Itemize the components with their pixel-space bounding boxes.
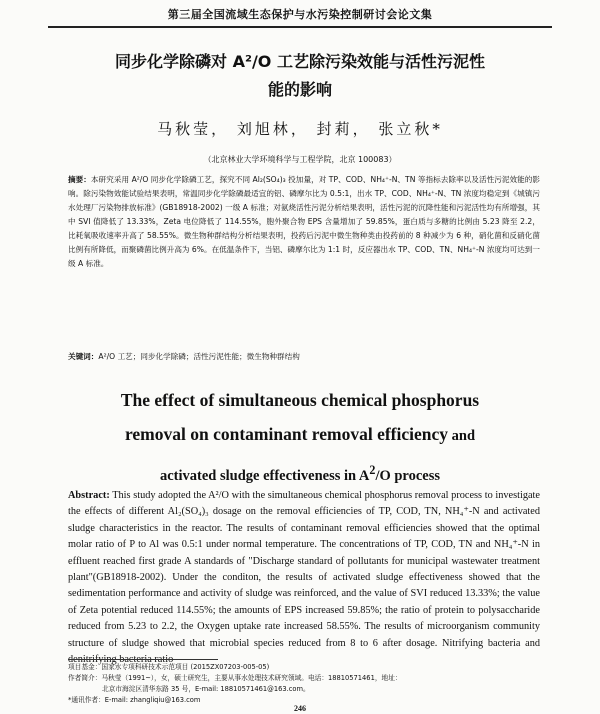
english-title-line2 <box>50 417 550 453</box>
chinese-abstract-text: 本研究采用 A²/O 同步化学除磷工艺，探究不同 Al₂(SO₄)₃ 投加量，对 TP、COD、NH₄⁺-N、TN 等指标去除率以及活性污泥效能的影响。除污染物效能试验结果表明，常温同步化学除磷最适宜的铝、磷摩尔比为 0.5:1，出水 TP、COD、NH₄⁺-N、TN 浓度均稳定到《城镇污水处理厂污染物排放标准》(GB18918-2002) 一级 A 标准；对氨烧活性污泥分析结果表明，活性污泥的沉降性能和污泥活性均有所增强，其中 SVI 值降低了 13.33%，Zeta 电位降低了 114.55%，胞外聚合物 EPS 含量增加了 59.85%，蛋白质与多糖的比例由 5.23 降至 2.2，比耗氧吸收速率升高了 58.55%。微生物种群结构分析结果表明，投药后污泥中微生物种类由投药前的 8 种减少为 6 种，硝化菌和反硝化菌比例有所降低，而聚磷菌比例升高为 6%。在低温条件下，当铝、磷摩尔比为 1:1 时，反应器出水 TP、COD、TN、NH₄⁺-N 浓度均可达到一级 A 标准。 <box>68 175 540 268</box>
footnote-fund: 项目基金：国家水专项科研技术示范项目 (2015ZX07203-005-05) <box>68 663 270 671</box>
footnote-author-intro: 作者简介：马秋莹（1991~），女，硕士研究生，主要从事水处理技术研究领域。电话：18810571461，地址： <box>68 674 402 682</box>
english-title-line3-a: activated sludge effectiveness in A <box>159 467 370 484</box>
header-rule <box>48 26 552 28</box>
chinese-title-line2: 能的影响 <box>267 80 332 99</box>
english-title <box>50 383 550 493</box>
chinese-title-line1: 同步化学除磷对 A²/O 工艺除污染效能与活性污泥性 <box>115 52 485 71</box>
chinese-keywords <box>68 350 540 364</box>
footnotes <box>68 662 544 706</box>
english-title-line1: The effect of simultaneous chemical phosphorus <box>120 390 480 410</box>
footnote-rule <box>68 659 218 660</box>
chinese-affiliation: （北京林业大学环境科学与工程学院，北京 100083） <box>203 155 397 164</box>
chinese-authors: 马秋莹， 刘旭林， 封莉， 张立秋* <box>157 120 443 138</box>
chinese-keywords-label: 关键词： <box>68 352 99 361</box>
chinese-title <box>40 48 560 104</box>
chinese-keywords-text: A²/O 工艺；同步化学除磷；活性污泥性能；微生物种群结构 <box>98 352 300 361</box>
english-abstract-text: This study adopted the A²/O with the simultaneous chemical phosphorus removal process to investigate the effects of different Al₂(SO₄)₃ dosage on the removal efficiencies of TP, COD, TN, NH₄⁺-N and activated sludge characteristics in the reactor. The results of contaminant removal efficiencies showed that the optimal molar ratio of P to Al was 0.5:1 under normal temperature. The concentrations of TP, COD, TN and NH₄⁺-N in effluent reached first grade A standards of "Discharge standard of pollutants for municipal wastewater treatment plant"(GB18918-2002). Under the conditon, the results of activated sludge effectiveness showed that the sedimentation performance and activity of sludge was reinforced, and the value of SVI reduced 13.33%; the value of Zeta potential reduced 114.55%; the amounts of EPS increased 59.85%; the ratio of protein to polysaccharide reduced from 5.23 to 2.2, the Oxygen uptake rate increased 58.55%. The results of microorganism community structure of sludge showed that microbial species reduced from 8 to 6 after dosage. Nitrifying bacteria and denitrifying bacteria ratio <box>68 490 540 666</box>
english-title-line2-and: and <box>448 428 476 444</box>
english-abstract <box>68 488 540 668</box>
english-title-line3 <box>50 453 550 493</box>
chinese-abstract <box>68 173 540 271</box>
english-title-line2-main: removal on contaminant removal efficiency <box>124 424 449 444</box>
english-title-line3-b: /O process <box>375 467 441 484</box>
chinese-abstract-label: 摘要： <box>68 175 91 184</box>
running-header: 第三届全国流域生态保护与水污染控制研讨会论文集 <box>167 8 433 21</box>
english-title-line3-sup: 2 <box>369 463 376 477</box>
page-number: 246 <box>294 704 306 713</box>
english-abstract-label: Abstract: <box>68 490 110 501</box>
footnote-corresponding: *通讯作者：E-mail: zhangliqiu@163.com <box>68 696 201 704</box>
footnote-address: 北京市海淀区清华东路 35 号，E-mail: 18810571461@163.com。 <box>102 685 310 693</box>
